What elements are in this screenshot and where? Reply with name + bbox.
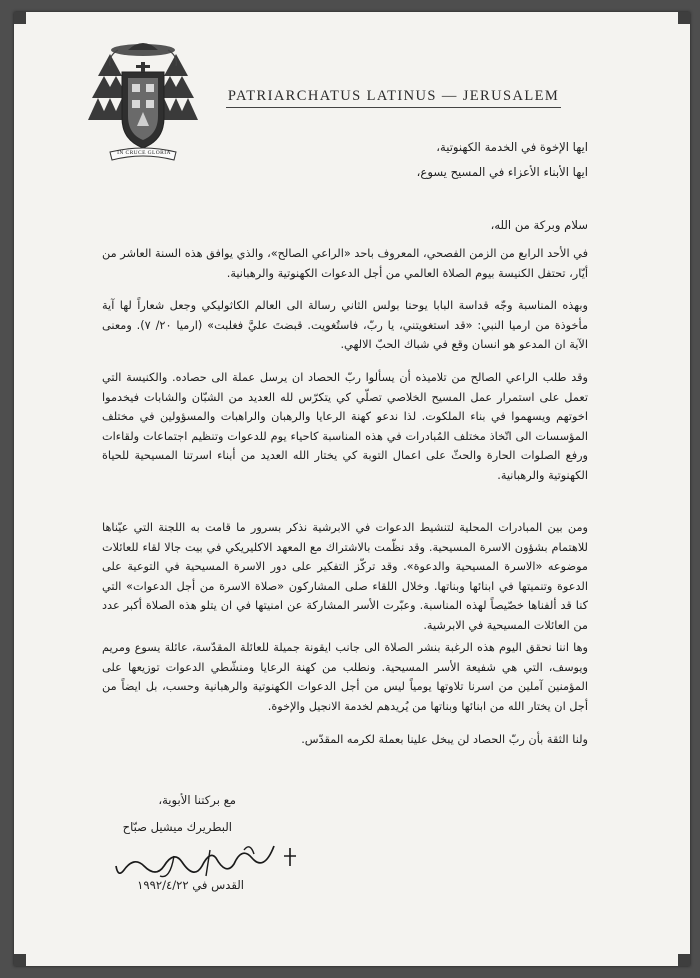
letter-date: القدس في ١٩٩٢/٤/٢٢ <box>137 878 244 892</box>
paragraph-6: ولنا الثقة بأن ربّ الحصاد لن يبخل علينا بعملة لكرمه المقدّس. <box>301 733 588 746</box>
paragraph-3: وقد طلب الراعي الصالح من تلاميذه أن يسألوا ربّ الحصاد ان يرسل عملة الى حصاده. والكنيسة التي تعمل على استمرار عمل المسيح الخلاصي تصلّي كي يتكرّس لله العديد من الشبّان والشابات فيخدموا اخوتهم ويسهموا في بناء الملكوت. لذا ندعو كهنة الرعايا والرهبان والراهبات والمسؤولين في مختلف المؤسسات الى اتّخاذ مختلف المُبادرات في هذه المناسبة كاحياء يوم للدعوات وتنظيم اجتماعات ولقاءات ورفع الصلوات الحارة والحثّ على اعمال التوبة كي يختار الله العديد من أبناء اسرتنا المسيحية للحياة الكهنوتية والرهبانية. <box>102 371 588 482</box>
paragraph-2: وبهذه المناسبة وجّه قداسة البابا يوحنا بولس الثاني رسالة الى العالم الكاثوليكي وجعل شعاراً لها آية مأخوذة من ارميا النبي: «قد استغويتني، يا ربّ، فاستُغويت. قبضتَ عليَّ فغلبت» (ارميا ٢٠/ ٧). ومعنى الآية ان المدعو هو انسان وقع في شباك الحبّ الالهي. <box>102 299 588 352</box>
crest-motto: IN CRUCE GLORIA <box>117 150 171 156</box>
greeting-line-2: ايها الأبناء الأعزاء في المسيح يسوع، <box>416 165 588 179</box>
corner-mount <box>14 12 26 24</box>
signatory-name: البطريرك ميشيل صبّاح <box>122 820 232 834</box>
letterhead-title: PATRIARCHATUS LATINUS — JERUSALEM <box>226 88 561 108</box>
paragraph-1: في الأحد الرابع من الزمن الفصحي، المعروف باحد «الراعي الصالح»، والذي يوافق هذه السنة العاشر من أيّار، تحتفل الكنيسة بيوم الصلاة العالمي من أجل الدعوات الكهنوتية والرهبانية. <box>102 247 588 280</box>
corner-mount <box>678 954 690 966</box>
paragraph-5: وها اننا نحقق اليوم هذه الرغبة بنشر الصلاة الى جانب ايقونة جميلة للعائلة المقدّسة، عائلة يسوع ومريم ويوسف، التي هي شفيعة الأسر المسيحية. ونطلب من كهنة الرعايا ومنشّطي الدعوات توزيعها على المؤمنين آملين من اسرنا تلاوتها يومياً ليس من أجل الدعوات الكهنوتية والرهبانية وحسب، بل ايضاً من أجل ان يختار الله من ابنائها وبناتها من يُريدهم لخدمة الانجيل والإخوة. <box>102 641 588 713</box>
salutation: سلام وبركة من الله، <box>490 218 588 232</box>
corner-mount <box>14 954 26 966</box>
corner-mount <box>678 12 690 24</box>
greeting-line-1: ايها الإخوة في الخدمة الكهنوتية، <box>436 140 588 154</box>
closing-blessing: مع بركتنا الأبوية، <box>158 793 236 807</box>
coat-of-arms-icon <box>88 36 198 164</box>
paragraph-4: ومن بين المبادرات المحلية لتنشيط الدعوات في الابرشية نذكر بسرور ما قامت به اللجنة التي عيّناها للاهتمام بشؤون الاسرة المسيحية. وقد نظّمت بالاشتراك مع المعهد الاكليريكي في بيت جالا لقاء للعائلات موضوعه «الاسرة المسيحية والدعوة». وقد تركّز التفكير على دور الاسرة المسيحية في التوعية على الدعوة وتنميتها في ابنائها وبناتها. وخلال اللقاء صلى المشاركون «صلاة الاسرة من أجل الدعوات» التي كنا قد ألفناها خصّيصاً لهذه المناسبة. وعبّرت الأسر المشاركة عن امنيتها في ان يتلو هذه الصلاة أكبر عدد من العائلات المسيحية في الابرشية. <box>102 521 588 632</box>
